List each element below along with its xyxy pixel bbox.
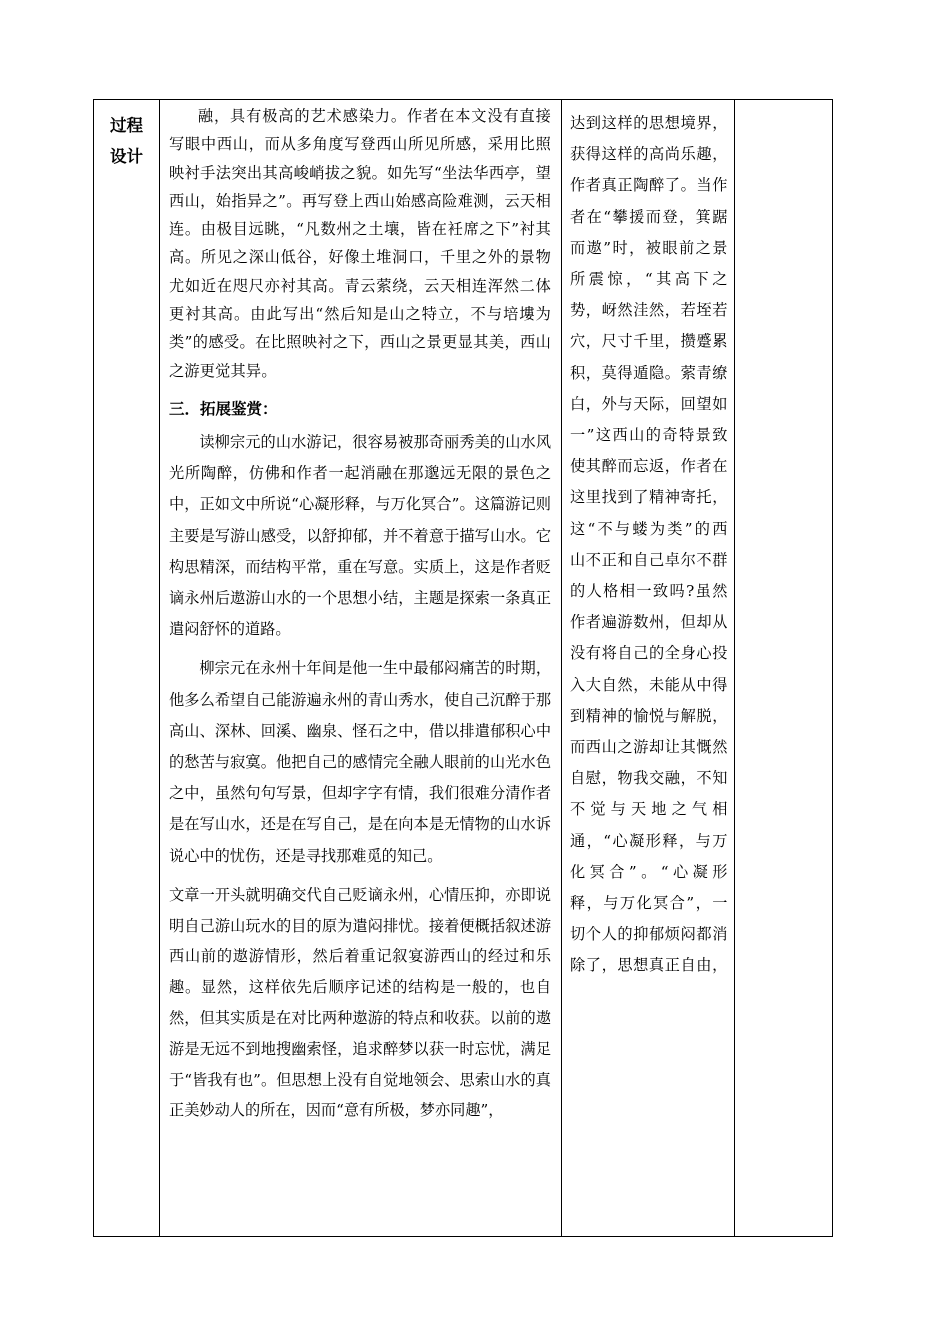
notes-text: 达到这样的思想境界，获得这样的高尚乐趣，作者真正陶醉了。当作者在“攀援而登，箕踞而遨”时，被眼前之景所震惊，“其高下之势，岈然洼然，若垤若穴，尺寸千里，攒蹙累积，莫得遁隐。萦青缭白，外与天际，回望如一”这西山的奇特景致使其醉而忘返，作者在这里找到了精神寄托，这“不与蝼为类”的西山不正和自己卓尔不群的人格相一致吗?虽然作者遍游数州，但却从没有将自己的全身心投入大自然，未能从中得到精神的愉悦与解脱，而西山之游却让其慨然自慰，物我交融，不知不觉与天地之气相通，“心凝形释，与万化冥合”。“心凝形释，与万化冥合”，一切个人的抑郁烦闷都消除了，思想真正自由， xyxy=(570,114,728,975)
notes-cell xyxy=(562,100,735,1237)
paragraph-appreciation-2: 柳宗元在永州十年间是他一生中最郁闷痛苦的时期，他多么希望自己能游遍永州的青山秀水，使自己沉醉于那高山、深林、回溪、幽泉、怪石之中，借以排遣郁积心中的愁苦与寂寞。他把自己的感情完全融人眼前的山光水色之中，虽然句句写景，但却字字有情，我们很难分清作者是在写山水，还是在写自己，是在向本是无情物的山水诉说心中的忧伤，还是寻找那难觅的知己。 xyxy=(169,659,551,865)
lesson-plan-table xyxy=(93,99,833,1237)
paragraph-appreciation-1: 读柳宗元的山水游记，很容易被那奇丽秀美的山水风光所陶醉，仿佛和作者一起消融在那邈远无限的景色之中，正如文中所说“心凝形释，与万化冥合”。这篇游记则主要是写游山感受，以舒抑郁，并不着意于描写山水。它构思精深，而结构平常，重在写意。实质上，这是作者贬谪永州后遨游山水的一个思想小结，主题是探索一条真正遣闷舒怀的道路。 xyxy=(169,432,551,639)
empty-cell xyxy=(735,100,833,1237)
row-label: 过程设计 xyxy=(110,116,143,166)
paragraph-analysis: 融，具有极高的艺术感染力。作者在本文没有直接写眼中西山，而从多角度写登西山所见所感，采用比照映衬手法突出其高峻峭拔之貌。如先写“坐法华西亭，望西山，始指异之”。再写登上西山始感高险难测，云天相连。由极目远眺，“凡数州之土壤，皆在衽席之下”衬其高。所见之深山低谷，好像土堆洞口，千里之外的景物尤如近在咫尺亦衬其高。青云萦绕，云天相连浑然二体更衬其高。由此写出“然后知是山之特立，不与培塿为类”的感受。在比照映衬之下，西山之景更显其美，西山之游更觉其异。 xyxy=(169,107,551,380)
row-label-cell xyxy=(94,100,160,1237)
section-heading: 三．拓展鉴赏： xyxy=(169,399,278,418)
table-row xyxy=(94,100,833,1237)
content-cell xyxy=(160,100,562,1237)
paragraph-appreciation-3: 文章一开头就明确交代自己贬谪永州，心情压抑，亦即说明自己游山玩水的目的原为遣闷排忧。接着便概括叙述游西山前的遨游情形，然后着重记叙宴游西山的经过和乐趣。显然，这样依先后顺序记述的结构是一般的，也自然，但其实质是在对比两种遨游的特点和收获。以前的遨游是无远不到地搜幽索怪，追求醉梦以获一时忘忧，满足于“皆我有也”。但思想上没有自觉地领会、思索山水的真正美妙动人的所在，因而“意有所极，梦亦同趣”， xyxy=(169,885,551,1120)
